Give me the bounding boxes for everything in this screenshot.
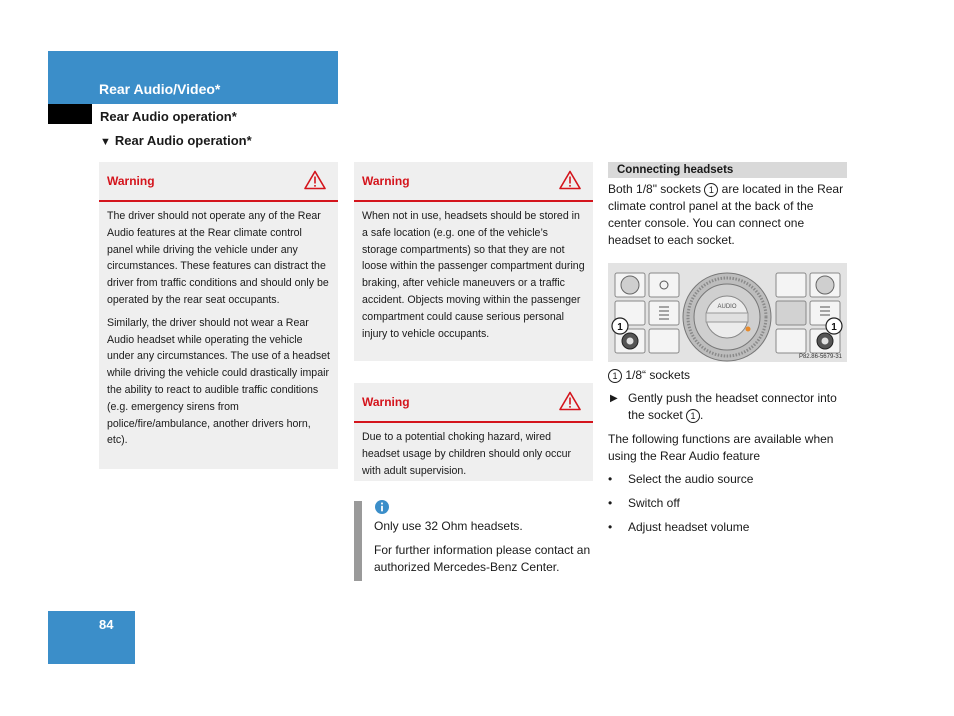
warning-triangle-icon [559,170,581,190]
callout-marker: 1 [686,409,700,423]
instruction-step [608,390,848,424]
callout-number: 1 [831,322,837,333]
callout-marker: 1 [608,369,622,383]
page-number-band [48,611,135,664]
warning-text: Due to a potential choking hazard, wired headset usage by children should only occur with adult supervision. [362,431,572,477]
note-paragraph: For further information please contact an authorized Mercedes-Benz Center. [374,543,591,574]
bullet-icon: • [608,520,613,534]
section-title: Connecting headsets [617,164,734,176]
section-heading-text: Rear Audio operation* [114,133,252,148]
warning-text: Similarly, the driver should not wear a Rear Audio headset while operating the vehicle under any circumstances. The use of a headset while driving the vehicle could drastically impair the ability to react to audible traffic conditions (e.g. emergency sirens from police/fire/ambulance, another drivers horn, etc). [107,316,330,447]
warning-text: When not in use, headsets should be stored in a safe location (e.g. one of the vehicle’s storage compartments) so that they are not loose within the passenger compartment during braking, after vehicle maneuvers or a traffic accident. Objects moving within the passenger compartment could cause serious personal injury to vehicle occupants. [362,210,585,340]
list-item-text: Adjust headset volume [628,520,750,534]
warning-header [354,162,593,202]
callout-number: 1 [617,322,623,333]
intro-text: are located in the Rear climate control panel at the back of the center console. You can connect one headset to each socket. [608,182,844,247]
list-item-text: Switch off [628,496,680,510]
warning-header [354,383,593,423]
intro-paragraph [608,181,848,249]
section-subtitle: Rear Audio operation* [100,109,237,124]
warning-box [354,162,593,361]
note-paragraph: Only use 32 Ohm headsets. [374,519,523,533]
warning-label: Warning [107,174,155,188]
warning-label: Warning [362,174,410,188]
note-text [374,518,599,583]
list-item-text: Select the audio source [628,472,754,486]
warning-box [99,162,338,469]
callout-left [612,318,628,334]
header-marker [48,104,92,124]
list-item [608,471,753,488]
warning-box [354,383,593,481]
bullet-icon: • [608,472,613,486]
callout-right [826,318,842,334]
list-item [608,519,749,536]
step-text-end: . [700,408,704,422]
section-heading [100,133,252,148]
caption-text: 1/8“ sockets [625,368,691,382]
warning-text: The driver should not operate any of the Rear Audio features at the Rear climate control panel while driving the vehicle under any circumstances. These features can distract the driver from traffic conditions and should only be operated by the rear seat occupants. [107,210,329,306]
warning-triangle-icon [304,170,326,190]
chapter-title: Rear Audio/Video* [99,81,221,97]
note-bar [354,501,362,581]
functions-intro: The following functions are available when using the Rear Audio feature [608,432,834,463]
list-item [608,495,680,512]
bullet-icon: • [608,496,613,510]
arrow-right-icon: ▶ [610,393,618,404]
intro-text: Both 1/8" sockets [608,182,701,196]
callout-marker: 1 [704,183,718,197]
triangle-down-icon: ▼ [100,136,111,148]
figure-caption [608,367,690,383]
info-icon [375,500,389,514]
control-panel-figure [608,263,847,362]
step-text: Gently push the headset connector into the socket [628,391,837,422]
warning-header [99,162,338,202]
audio-dial [683,273,771,361]
warning-triangle-icon [559,391,581,411]
warning-label: Warning [362,395,410,409]
dial-label: AUDIO [717,304,737,310]
figure-code: P82.86-5679-31 [798,354,842,360]
page-number: 84 [99,617,114,632]
